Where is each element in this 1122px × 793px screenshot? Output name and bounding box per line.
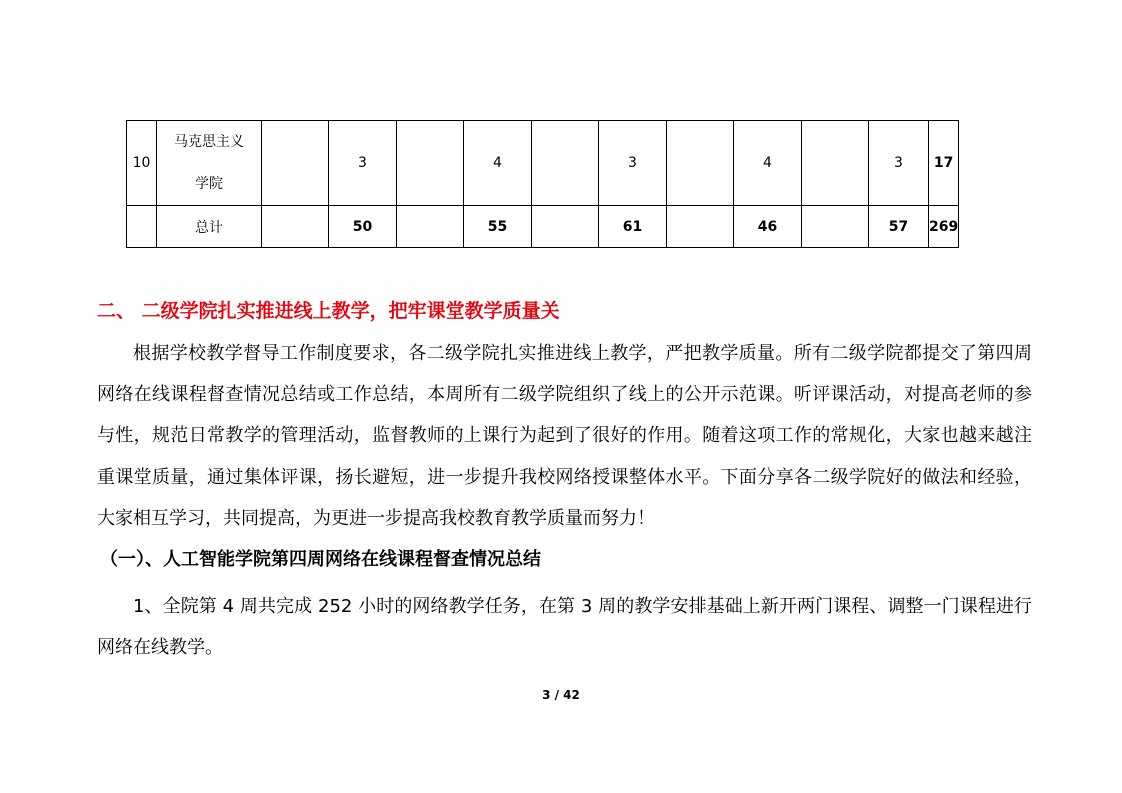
college-name-line: 学院 — [195, 176, 223, 192]
row-index: 10 — [127, 121, 157, 206]
stats-table — [126, 120, 959, 248]
table-cell — [802, 121, 869, 206]
college-name-line: 马克思主义 — [174, 134, 244, 150]
college-name-cell — [157, 121, 262, 206]
table-cell — [397, 121, 464, 206]
table-cell — [667, 206, 734, 248]
table-cell: 4 — [464, 121, 532, 206]
table-cell: 61 — [599, 206, 667, 248]
table-cell: 3 — [869, 121, 929, 206]
table-cell: 50 — [329, 206, 397, 248]
table-cell: 3 — [329, 121, 397, 206]
body-paragraph: 1、全院第 4 周共完成 252 小时的网络教学任务，在第 3 周的教学安排基础上新开两门课程、调整一门课程进行网络在线教学。 — [97, 596, 1032, 659]
table-cell — [397, 206, 464, 248]
table-row — [127, 206, 959, 248]
table-cell: 46 — [734, 206, 802, 248]
table-cell: 55 — [464, 206, 532, 248]
table-cell: 57 — [869, 206, 929, 248]
table-cell — [262, 121, 329, 206]
table-row — [127, 121, 959, 206]
body-paragraph: 根据学校教学督导工作制度要求，各二级学院扎实推进线上教学，严把教学质量。所有二级学院都提交了第四周网络在线课程督查情况总结或工作总结，本周所有二级学院组织了线上的公开示范课。听评课活动，对提高老师的参与性，规范日常教学的管理活动，监督教师的上课行为起到了很好的作用。随着这项工作的常规化，大家也越来越注重课堂质量，通过集体评课，扬长避短，进一步提升我校网络授课整体水平。下面分享各二级学院好的做法和经验，大家相互学习，共同提高，为更进一步提高我校教育教学质量而努力！ — [97, 343, 1032, 529]
table-cell — [802, 206, 869, 248]
table-cell — [532, 206, 599, 248]
grand-total-cell: 269 — [929, 206, 959, 248]
row-index — [127, 206, 157, 248]
table-cell — [667, 121, 734, 206]
table-cell: 4 — [734, 121, 802, 206]
row-total-cell: 17 — [929, 121, 959, 206]
total-label-cell: 总计 — [157, 206, 262, 248]
table-cell — [532, 121, 599, 206]
section-title: 二、 二级学院扎实推进线上教学，把牢课堂教学质量关 — [97, 300, 560, 322]
subsection-title: （一）、人工智能学院第四周网络在线课程督查情况总结 — [100, 549, 541, 570]
table-cell: 3 — [599, 121, 667, 206]
table-cell — [262, 206, 329, 248]
page-number: 3 / 42 — [542, 688, 580, 702]
